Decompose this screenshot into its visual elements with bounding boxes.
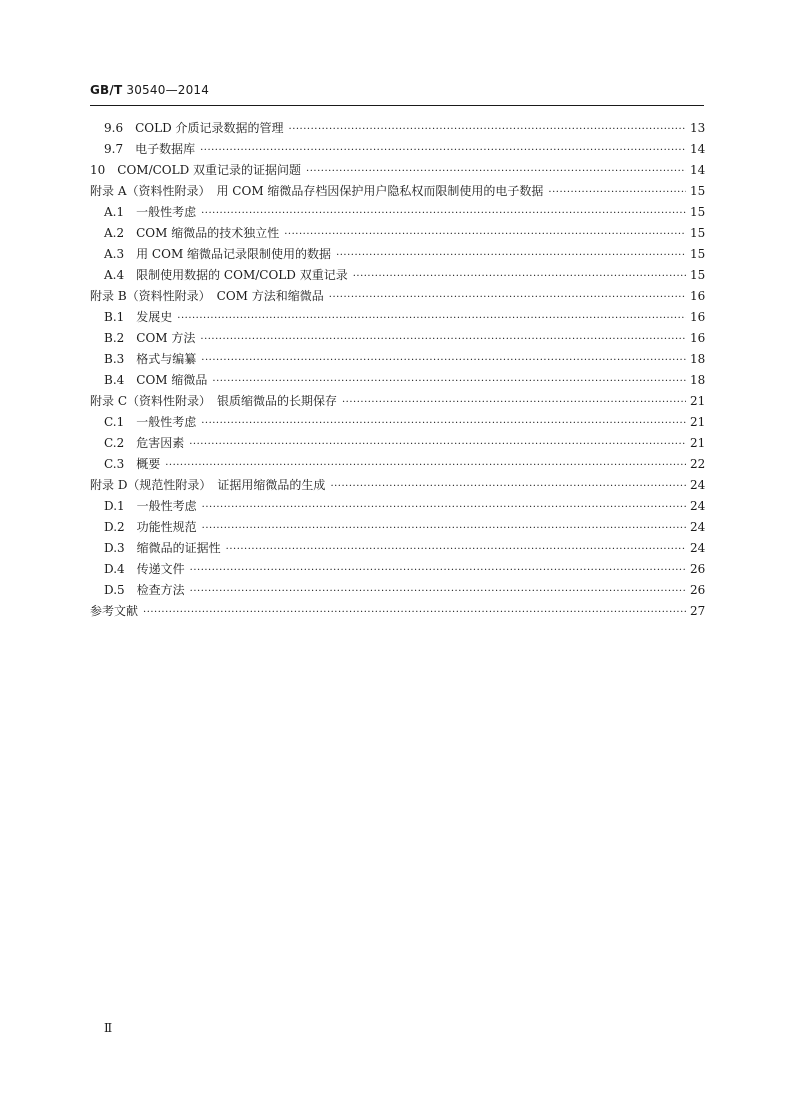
toc-entry-label: 9.6 COLD 介质记录数据的管理: [104, 121, 284, 135]
toc-entry[interactable]: [0, 412, 704, 432]
toc-entry-label: 附录 C（资料性附录） 银质缩微品的长期保存: [90, 394, 337, 408]
header-rule: [90, 105, 704, 106]
toc-dot-leader: [548, 183, 686, 203]
page-number: Ⅱ: [104, 1021, 113, 1035]
toc-dot-leader: [353, 267, 686, 287]
toc-entry-page: 15: [690, 205, 706, 219]
toc-dot-leader: [202, 519, 686, 539]
toc-entry-label: D.1 一般性考虑: [104, 499, 197, 513]
toc-dot-leader: [190, 582, 686, 602]
toc-entry-label: A.4 限制使用数据的 COM/COLD 双重记录: [104, 268, 348, 282]
toc-entry[interactable]: [0, 580, 704, 600]
toc-entry-page: 24: [690, 499, 706, 513]
toc-dot-leader: [336, 246, 686, 266]
toc-entry[interactable]: [0, 433, 704, 453]
toc-entry[interactable]: [0, 223, 704, 243]
toc-entry-page: 26: [690, 583, 706, 597]
toc-entry-label: A.1 一般性考虑: [104, 205, 197, 219]
toc-entry-label: D.4 传递文件: [104, 562, 185, 576]
toc-entry-page: 15: [690, 184, 706, 198]
toc-entry-page: 24: [690, 478, 706, 492]
toc-entry-page: 14: [690, 163, 706, 177]
toc-dot-leader: [306, 162, 686, 182]
toc-entry[interactable]: [0, 517, 704, 537]
toc-entry-page: 13: [690, 121, 706, 135]
toc-dot-leader: [200, 141, 686, 161]
toc-entry[interactable]: [0, 559, 704, 579]
toc-entry-page: 21: [690, 436, 706, 450]
toc-entry-label: B.1 发展史: [104, 310, 173, 324]
toc-entry-label: 附录 B（资料性附录） COM 方法和缩微品: [90, 289, 324, 303]
toc-entry-label: 9.7 电子数据库: [104, 142, 196, 156]
toc-entry-label: D.5 检查方法: [104, 583, 185, 597]
toc-entry-label: A.3 用 COM 缩微品记录限制使用的数据: [104, 247, 332, 261]
toc-entry-page: 15: [690, 268, 706, 282]
toc-entry-page: 16: [690, 310, 706, 324]
toc-entry-label: C.1 一般性考虑: [104, 415, 197, 429]
toc-entry[interactable]: [0, 349, 704, 369]
toc-entry-page: 21: [690, 394, 706, 408]
toc-entry-label: 10 COM/COLD 双重记录的证据问题: [90, 163, 302, 177]
toc-dot-leader: [189, 435, 686, 455]
toc-entry-page: 26: [690, 562, 706, 576]
toc-entry-label: 附录 D（规范性附录） 证据用缩微品的生成: [90, 478, 326, 492]
toc-dot-leader: [190, 561, 686, 581]
toc-entry-page: 24: [690, 541, 706, 555]
toc-entry-page: 27: [690, 604, 706, 618]
toc-entry-label: 参考文献: [90, 604, 139, 618]
toc-entry[interactable]: [0, 160, 704, 180]
standard-number: 30540—2014: [126, 83, 210, 97]
toc-entry[interactable]: [0, 496, 704, 516]
toc-dot-leader: [330, 477, 686, 497]
toc-entry-page: 16: [690, 289, 706, 303]
toc-entry[interactable]: [0, 328, 704, 348]
toc-entry-page: 16: [690, 331, 706, 345]
toc-dot-leader: [143, 603, 686, 623]
toc-entry-label: C.2 危害因素: [104, 436, 185, 450]
toc-entry[interactable]: [0, 139, 704, 159]
running-header: [90, 83, 209, 97]
toc-entry[interactable]: [0, 370, 704, 390]
toc-dot-leader: [284, 225, 686, 245]
toc-entry-label: D.3 缩微品的证据性: [104, 541, 221, 555]
toc-entry[interactable]: [0, 601, 704, 621]
toc-dot-leader: [201, 351, 686, 371]
toc-entry-label: B.4 COM 缩微品: [104, 373, 208, 387]
toc-entry[interactable]: [0, 244, 704, 264]
toc-entry[interactable]: [0, 475, 704, 495]
toc-dot-leader: [329, 288, 686, 308]
toc-entry[interactable]: [0, 286, 704, 306]
toc-entry-page: 24: [690, 520, 706, 534]
toc-entry-label: C.3 概要: [104, 457, 161, 471]
toc-entry-page: 18: [690, 373, 706, 387]
toc-entry[interactable]: [0, 538, 704, 558]
standard-code: GB/T: [90, 83, 123, 97]
toc-dot-leader: [289, 120, 686, 140]
toc-entry-page: 21: [690, 415, 706, 429]
toc-entry[interactable]: [0, 181, 704, 201]
toc-entry-page: 15: [690, 247, 706, 261]
toc-dot-leader: [200, 330, 686, 350]
toc-dot-leader: [342, 393, 686, 413]
toc-entry-label: B.3 格式与编纂: [104, 352, 197, 366]
toc-dot-leader: [201, 204, 686, 224]
toc-entry[interactable]: [0, 391, 704, 411]
toc-entry[interactable]: [0, 202, 704, 222]
toc-entry-page: 15: [690, 226, 706, 240]
toc-entry-page: 22: [690, 457, 706, 471]
toc-entry-page: 14: [690, 142, 706, 156]
toc-entry-label: B.2 COM 方法: [104, 331, 196, 345]
toc-dot-leader: [226, 540, 686, 560]
toc-entry-label: 附录 A（资料性附录） 用 COM 缩微品存档因保护用户隐私权而限制使用的电子数据: [90, 184, 544, 198]
toc-entry[interactable]: [0, 118, 704, 138]
toc-dot-leader: [201, 414, 686, 434]
toc-entry[interactable]: [0, 307, 704, 327]
toc-entry-label: A.2 COM 缩微品的技术独立性: [104, 226, 280, 240]
toc-dot-leader: [177, 309, 686, 329]
toc-dot-leader: [165, 456, 686, 476]
toc-entry-page: 18: [690, 352, 706, 366]
toc-entry-label: D.2 功能性规范: [104, 520, 197, 534]
toc-entry[interactable]: [0, 265, 704, 285]
toc-dot-leader: [212, 372, 686, 392]
toc-dot-leader: [202, 498, 686, 518]
toc-entry[interactable]: [0, 454, 704, 474]
